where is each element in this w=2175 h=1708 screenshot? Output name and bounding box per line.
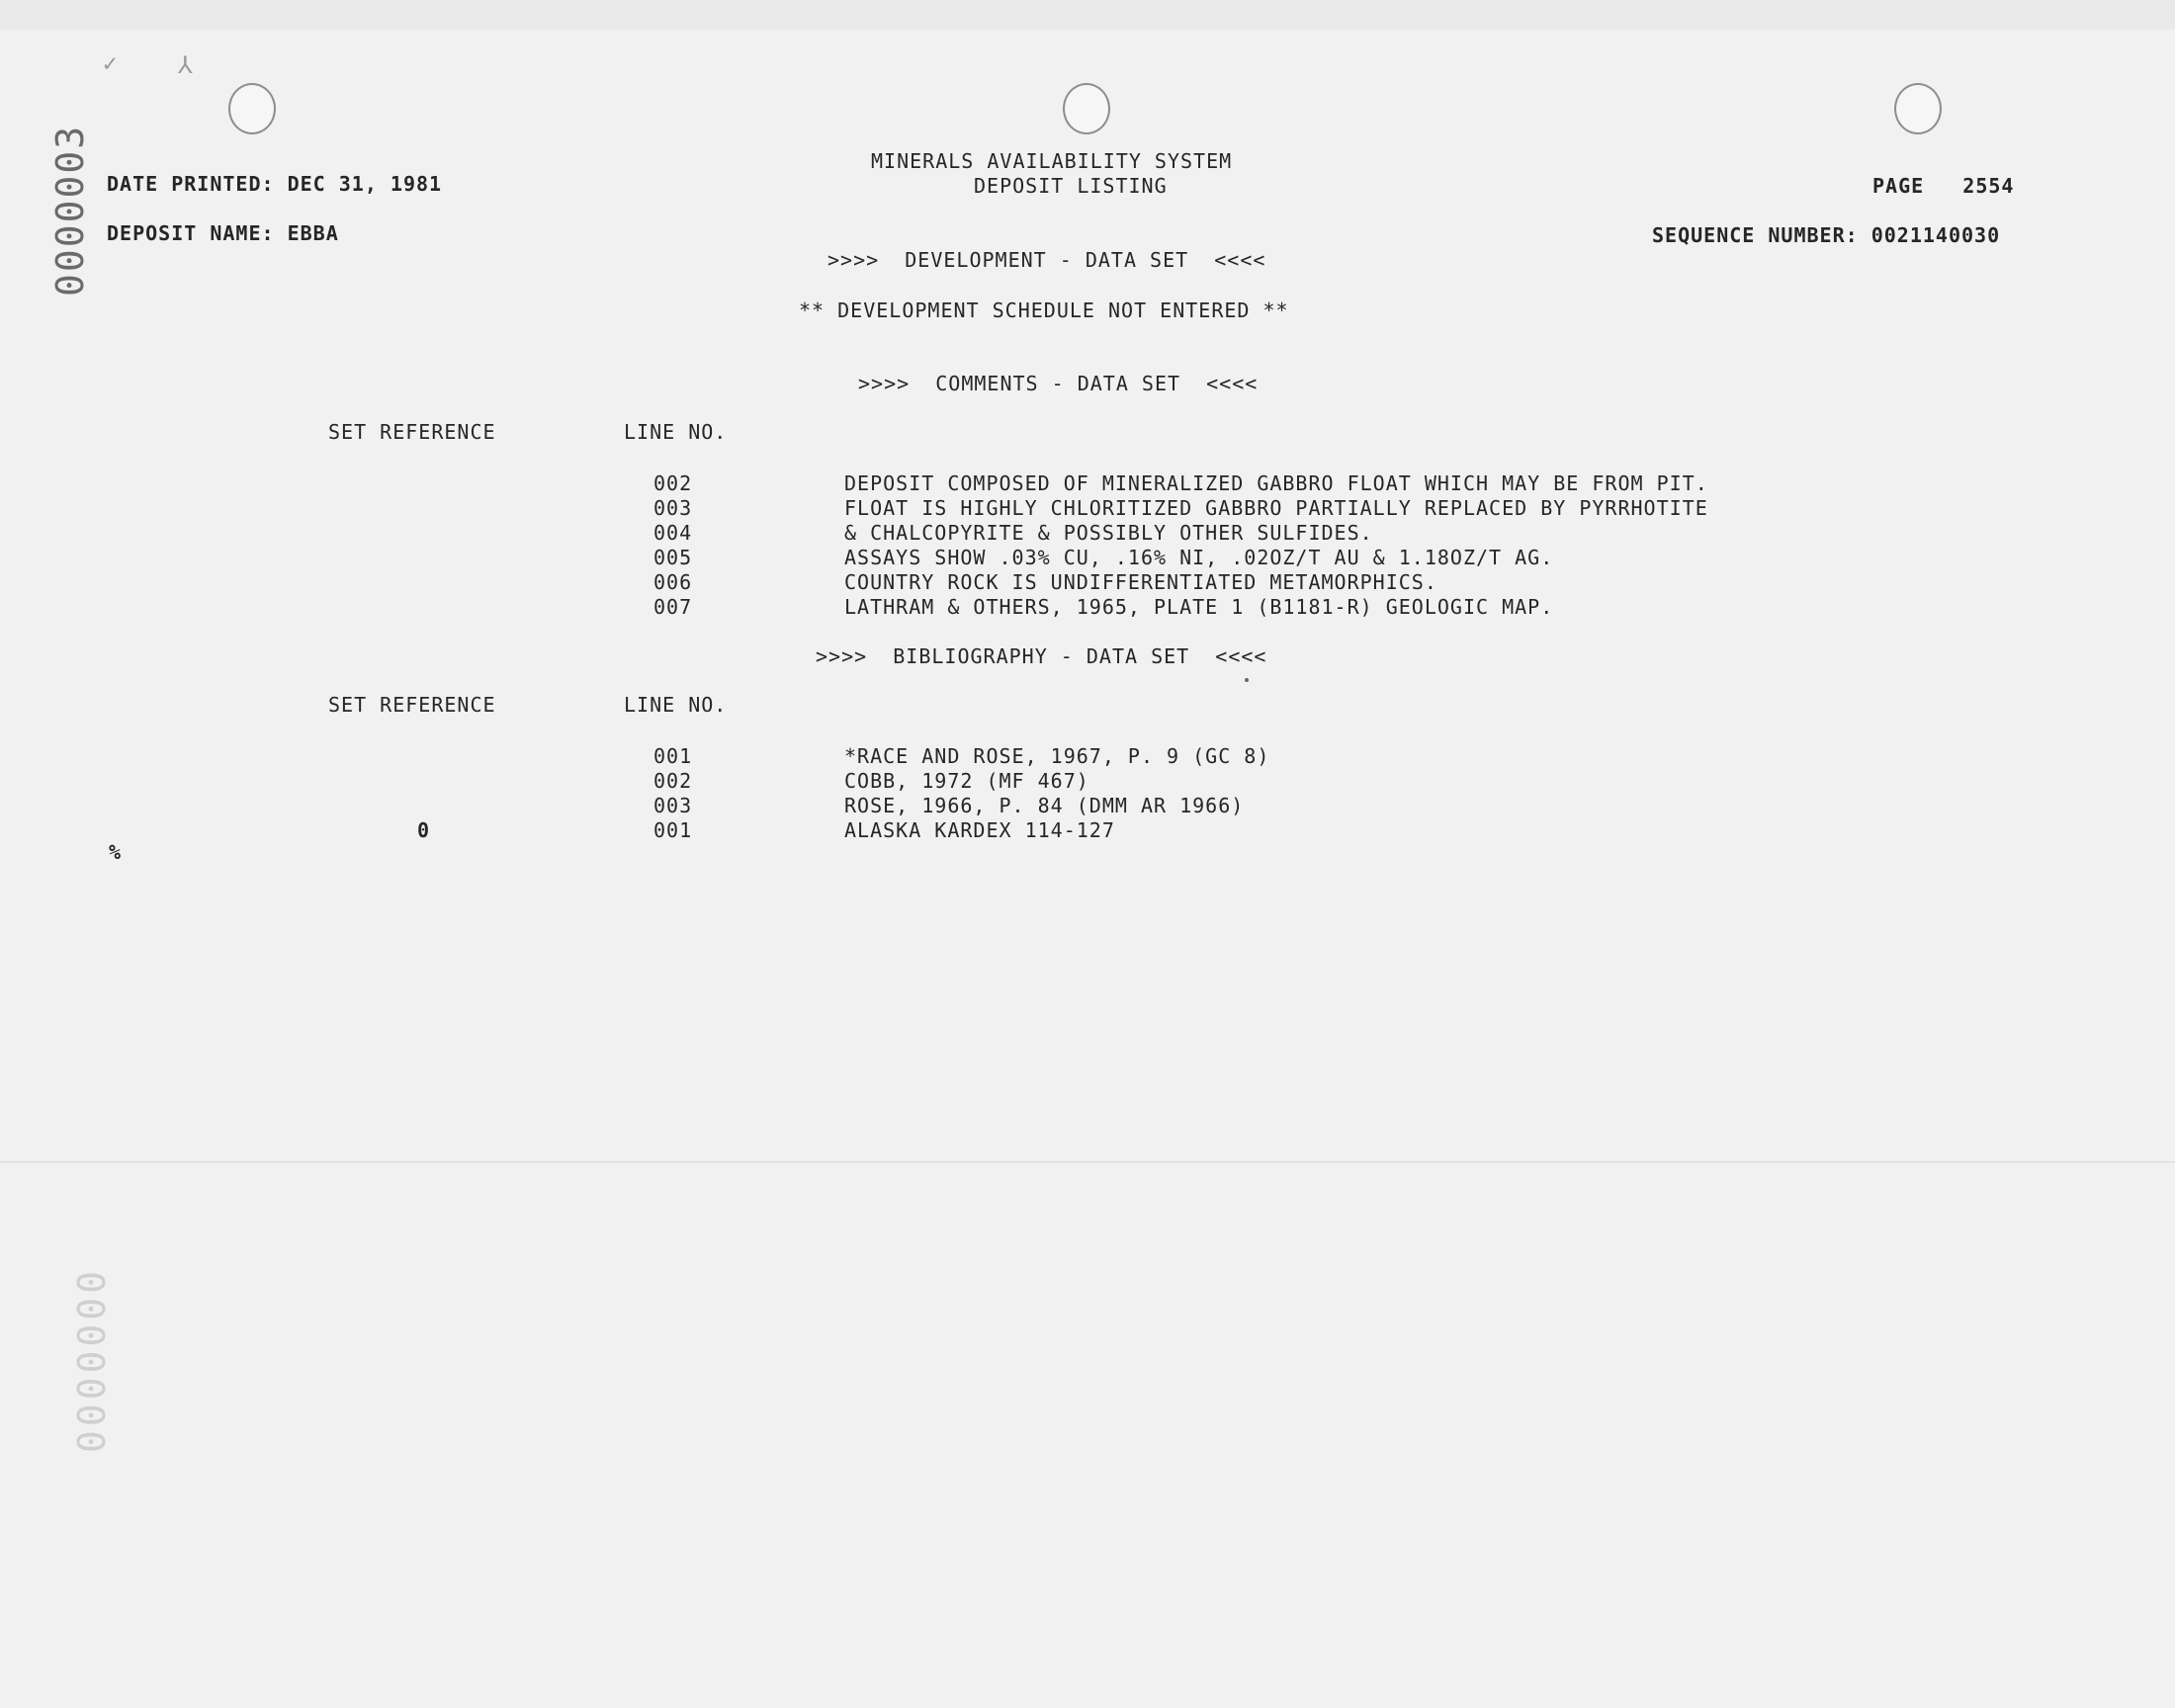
- bibliography-col-line-no: LINE NO.: [624, 693, 728, 717]
- punch-hole: [1894, 83, 1942, 134]
- line-number: 004: [653, 521, 693, 545]
- comment-text: ASSAYS SHOW .03% CU, .16% NI, .02OZ/T AU & 1.18OZ/T AG.: [844, 546, 1554, 569]
- line-number: 003: [653, 794, 693, 817]
- pen-mark: ✓: [103, 49, 118, 77]
- set-reference: 0: [417, 818, 431, 842]
- bleed-through-margin-number: 0000000: [70, 1266, 114, 1453]
- bibliography-col-set-reference: SET REFERENCE: [328, 693, 496, 717]
- line-number: 002: [653, 471, 693, 495]
- comment-text: & CHALCOPYRITE & POSSIBLY OTHER SULFIDES.: [844, 521, 1373, 545]
- reference-text: ALASKA KARDEX 114-127: [844, 818, 1115, 842]
- comments-col-set-reference: SET REFERENCE: [328, 420, 496, 444]
- line-number: 006: [653, 570, 693, 594]
- system-title: MINERALS AVAILABILITY SYSTEM: [871, 149, 1233, 173]
- pen-mark: ⅄: [178, 51, 193, 79]
- line-number: 003: [653, 496, 693, 520]
- reference-text: *RACE AND ROSE, 1967, P. 9 (GC 8): [844, 744, 1270, 768]
- sequence-number: SEQUENCE NUMBER: 0021140030: [1652, 223, 2001, 247]
- listing-title: DEPOSIT LISTING: [974, 174, 1168, 198]
- comment-text: COUNTRY ROCK IS UNDIFFERENTIATED METAMORPHICS.: [844, 570, 1437, 594]
- line-number: 001: [653, 744, 693, 768]
- printout-sheet: [0, 30, 2175, 1708]
- development-heading: >>>> DEVELOPMENT - DATA SET <<<<: [827, 248, 1266, 272]
- comments-heading: >>>> COMMENTS - DATA SET <<<<: [858, 372, 1259, 395]
- comments-col-line-no: LINE NO.: [624, 420, 728, 444]
- page-number: PAGE 2554: [1872, 174, 2015, 198]
- deposit-name: DEPOSIT NAME: EBBA: [107, 221, 339, 245]
- date-printed: DATE PRINTED: DEC 31, 1981: [107, 172, 443, 196]
- comment-text: FLOAT IS HIGHLY CHLORITIZED GABBRO PARTIALLY REPLACED BY PYRRHOTITE: [844, 496, 1708, 520]
- punch-hole: [1063, 83, 1110, 134]
- line-number: 005: [653, 546, 693, 569]
- line-number: 001: [653, 818, 693, 842]
- line-number: 002: [653, 769, 693, 793]
- page-fold-line: [0, 1161, 2175, 1162]
- reference-text: COBB, 1972 (MF 467): [844, 769, 1089, 793]
- comment-text: DEPOSIT COMPOSED OF MINERALIZED GABBRO FLOAT WHICH MAY BE FROM PIT.: [844, 471, 1708, 495]
- punch-hole: [228, 83, 276, 134]
- print-speck: [1245, 678, 1249, 682]
- comment-text: LATHRAM & OTHERS, 1965, PLATE 1 (B1181-R) GEOLOGIC MAP.: [844, 595, 1554, 619]
- handwritten-margin-number: 0000003: [48, 124, 92, 297]
- development-note: ** DEVELOPMENT SCHEDULE NOT ENTERED **: [799, 299, 1289, 322]
- end-of-listing-mark: %: [109, 840, 123, 864]
- line-number: 007: [653, 595, 693, 619]
- bibliography-heading: >>>> BIBLIOGRAPHY - DATA SET <<<<: [816, 644, 1267, 668]
- reference-text: ROSE, 1966, P. 84 (DMM AR 1966): [844, 794, 1245, 817]
